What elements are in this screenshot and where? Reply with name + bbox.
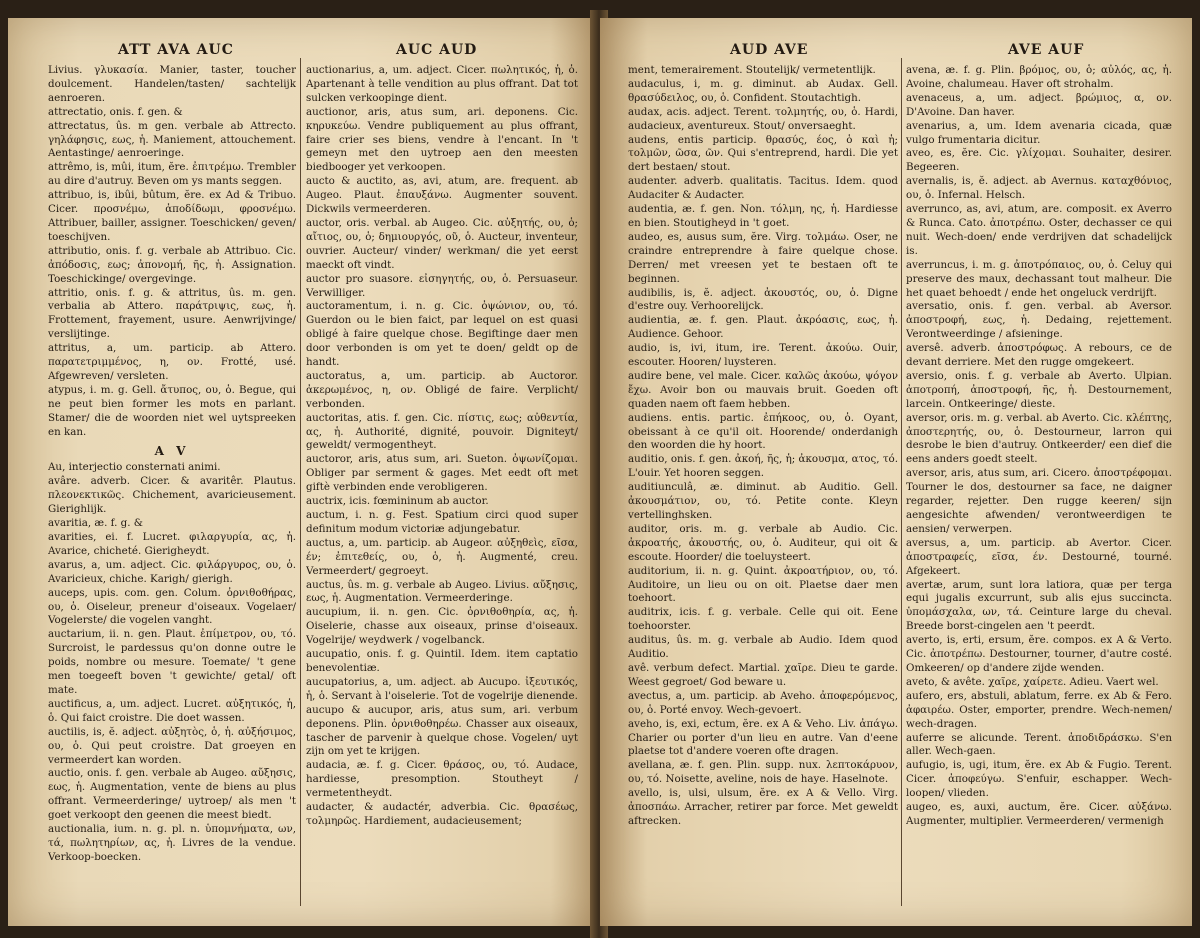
dictionary-entry: auctus, ûs. m. g. verbale ab Augeo. Livius. αὔξησις, εως, ἡ. Augmentation. Vermeerderinge.	[306, 578, 578, 605]
dictionary-entry: aucupium, ii. n. gen. Cic. ὀρνιθοθηρία, ας, ἡ. Oiselerie, chasse aux oiseaux, prinse d'oiseaux. Vogelrije/ weydwerk / vogelbanck.	[306, 606, 578, 647]
dictionary-entry: aucto & auctito, as, avi, atum, are. frequent. ab Augeo. Plaut. ἐπαυξάνω. Augmenter souvent. Dickwils vermeerderen.	[306, 175, 578, 216]
column-rule-left	[300, 58, 301, 906]
header-spacer	[906, 46, 1172, 64]
dictionary-entry: aversê. adverb. ἀποστρόφως. A rebours, ce de devant derriere. Met den rugge omgekeert.	[906, 342, 1172, 369]
dictionary-entry: avellana, æ. f. gen. Plin. supp. nux. λεπτοκάρυον, ου, τό. Noisette, aveline, nois de haye. Haselnote.	[628, 759, 898, 786]
dictionary-entry: aversus, a, um. particip. ab Avertor. Cicer. ἀποστραφείς, εῖσα, έν. Destourné, tourné. Afgekeert.	[906, 536, 1172, 577]
dictionary-entry: avectus, a, um. particip. ab Aveho. ἀποφερόμενος, ου, ὁ. Porté envoy. Wech-gevoert.	[628, 689, 898, 716]
dictionary-entry: avâre. adverb. Cicer. & avaritêr. Plautus. πλεονεκτικῶς. Chichement, avaricieusement. Gierighlijk.	[48, 475, 296, 516]
dictionary-entry: attributio, onis. f. g. verbale ab Attribuo. Cic. ἀπόδοσις, εως; ἀπονομή, ῆς, ἡ. Assignation. Toeschickinge/ overgevinge.	[48, 244, 296, 285]
dictionary-entry: Au, interjectio consternati animi.	[48, 461, 221, 474]
dictionary-entry: avello, is, ulsi, ulsum, ĕre. ex A & Vello. Virg. ἀποσπάω. Arracher, retirer par force. Met geweldt aftrecken.	[628, 787, 898, 827]
dictionary-entry: avena, æ. f. g. Plin. βρόμος, ου, ὁ; αὐλός, ας, ἡ. Avoine, chalumeau. Haver oft strohalm.	[906, 64, 1172, 90]
dictionary-entry: auferre se alicunde. Terent. ἀποδιδράσκω. S'en aller. Wech-gaen.	[906, 731, 1172, 758]
dictionary-entry: audens, entis particip. θρασύς, έος, ὁ καὶ ἡ; τολμῶν, ῶσα, ῶν. Qui s'entreprend, hardi. Die yet dert bestaen/ stout.	[628, 133, 898, 174]
dictionary-entry: audax, acis. adject. Terent. τολμητής, ου, ὁ. Hardi, audacieux, aventureux. Stout/ onversaeght.	[628, 105, 898, 132]
dictionary-entry: audiens. entis. partic. ἐπήκοος, ου, ὁ. Oyant, obeissant à ce qu'il oit. Hoorende/ onderdanigh den woorden die hy hoort.	[628, 411, 898, 452]
running-head-left-col2: AUC AUD	[396, 42, 478, 58]
dictionary-entry: attrêmo, is, mûi, itum, ĕre. ἐπιτρέμω. Trembler au dire d'autruy. Beven om ys mants seggen.	[48, 161, 296, 188]
dictionary-entry: auctor, oris. verbal. ab Augeo. Cic. αὐξητής, ου, ὁ; αἴτιος, ου, ὁ; δημιουργός, οῦ, ὁ. Aucteur, inventeur, ouvrier. Aucteur/ vinder/ werkman/ die yet eerst maeckt oft vindt.	[306, 216, 578, 271]
dictionary-entry: averruncus, i. m. g. ἀποτρόπαιος, ου, ὁ. Celuy qui preserve des maux, dechassant tout malheur. Die het quaet behoedt / ende het ongeluck verdrijft.	[906, 258, 1172, 299]
dictionary-entry: auctificus, a, um. adject. Lucret. αὐξητικός, ἡ, ὁ. Qui faict croistre. Die doet wassen.	[48, 697, 296, 724]
dictionary-entry: auceps, upis. com. gen. Colum. ὀρνιθοθήρας, ου, ὁ. Oiseleur, preneur d'oiseaux. Vogelaer/ Vogelerste/ die vogelen vanght.	[48, 586, 296, 627]
section-heading: A V	[154, 444, 190, 459]
dictionary-entry: audacter, & audactér, adverbia. Cic. θρασέως, τολμηρῶς. Hardiement, audacieusement;	[306, 801, 578, 827]
right-page-column-1	[628, 46, 898, 918]
dictionary-entry: augeo, es, auxi, auctum, ĕre. Cicer. αὐξάνω. Augmenter, multiplier. Vermeerderen/ vermenigh	[906, 801, 1172, 827]
dictionary-entry: auditio, onis. f. gen. ἀκοή, ῆς, ἡ; ἀκουσμα, ατος, τό. L'ouir. Yet hooren seggen.	[628, 453, 898, 480]
dictionary-entry: auctus, a, um. particip. ab Augeor. αὐξηθεὶς, εῖσα, έν; ἐπιτεθείς, ου, ὁ, ἡ. Augmenté, creu. Vermeerdert/ gegroeyt.	[306, 536, 578, 577]
dictionary-entry: aucupo & aucupor, aris, atus sum, ari. verbum deponens. Plin. ὀρνιθοθηρέω. Chasser aux oiseaux, tascher de parvenir à quelque chose. Vogelen/ uyt zijn om yet te krijgen.	[306, 703, 578, 758]
left-page-column-2	[306, 46, 578, 918]
dictionary-entry: aveho, is, exi, ectum, ĕre. ex A & Veho. Liv. ἀπάγω. Charier ou porter d'un lieu en autre. Van d'eene plaetse tot d'andere voeren ofte dragen.	[628, 717, 898, 758]
dictionary-entry: auctionarius, a, um. adject. Cicer. πωλητικός, ἡ, ὁ. Apartenant à telle vendition au plus offrant. Dat tot sulcken verkoopinge dient.	[306, 64, 578, 104]
header-spacer	[306, 46, 578, 64]
dictionary-entry: avertæ, arum, sunt lora latiora, quæ per terga equi jugalis excurrunt, sub alis ejus succincta. ὑπομάσχαλα, ων, τά. Ceinture large du cheval. Breede borst-cingelen aen 't peerdt.	[906, 578, 1172, 633]
dictionary-entry: auctio, onis. f. gen. verbale ab Augeo. αὔξησις, εως, ἡ. Augmentation, vente de biens au plus offrant. Vermeerderinge/ uytroep/ als men 't goet verkoopt den geenen die meest biedt.	[48, 767, 296, 822]
header-spacer	[48, 46, 296, 64]
dictionary-entry: avarus, a, um. adject. Cic. φιλάργυρος, ου, ὁ. Avaricieux, chiche. Karigh/ gierigh.	[48, 558, 296, 585]
dictionary-entry: aversatio, onis. f. gen. verbal. ab Aversor. ἀποστροφή, εως, ἡ. Dedaing, rejettement. Verontweerdinge / afsieninge.	[906, 300, 1172, 341]
dictionary-entry: attribuo, is, ibûi, bûtum, ĕre. ex Ad & Tribuo. Cicer. προσνέμω, ἀποδίδωμι, φροσνέμω. Attribuer, bailler, assigner. Toeschicken/ geven/ toeschijven.	[48, 189, 296, 243]
dictionary-entry: auctilis, is, ĕ. adject. αὐξητὸς, ὁ, ἡ. αὐξήσιμος, ου, ὁ. Qui peut croistre. Dat groeyen en vermeerdert kan worden.	[48, 725, 296, 766]
dictionary-entry: attritus, a, um. particip. ab Attero. παρατετριμμένος, η, ον. Frotté, usé. Afgewreven/ versleten.	[48, 342, 296, 382]
dictionary-entry: audibilis, is, ĕ. adject. ἀκουστός, ου, ὁ. Digne d'estre ouy. Verhoorelijck.	[628, 286, 898, 313]
dictionary-entry: auctum, i. n. g. Fest. Spatium circi quod super definitum modum victoriæ adjungebatur.	[306, 509, 578, 535]
dictionary-entry: audientia, æ. f. gen. Plaut. ἀκρόασις, εως, ἡ. Audience. Gehoor.	[628, 314, 898, 341]
dictionary-entry: avernalis, is, ĕ. adject. ab Avernus. καταχθόνιος, ου, ὁ. Infernal. Helsch.	[906, 175, 1172, 202]
left-page	[8, 18, 598, 926]
dictionary-entry: aufero, ers, abstuli, ablatum, ferre. ex Ab & Fero. ἀφαιρέω. Oster, emporter, prendre. Wech-nemen/ wech-dragen.	[906, 689, 1172, 730]
dictionary-entry: auctrix, icis. fœmininum ab auctor.	[306, 495, 489, 508]
dictionary-entry: atypus, i. m. g. Gell. ἄτυπος, ου, ὁ. Begue, qui ne peut bien former les mots en parlant. Stamer/ die de woorden niet wel uytspreeken en kan.	[48, 383, 296, 438]
right-page-column-2	[906, 46, 1172, 918]
dictionary-entry: Livius. γλυκασία. Manier, taster, toucher doulcement. Handelen/tasten/ sachtelijk aenroeren.	[48, 64, 296, 104]
dictionary-entry: avê. verbum defect. Martial. χαῖρε. Dieu te garde. Weest gegroet/ God beware u.	[628, 661, 898, 688]
dictionary-entry: avarities, ei. f. Lucret. φιλαργυρία, ας, ἡ. Avarice, chicheté. Gierigheydt.	[48, 531, 296, 557]
dictionary-entry: audaculus, i, m. g. diminut. ab Audax. Gell. θρασύδειλος, ου, ὁ. Confident. Stoutachtigh.	[628, 77, 898, 104]
dictionary-entry: audacia, æ. f. g. Cicer. θράσος, ου, τό. Audace, hardiesse, presomption. Stoutheyt / vermetentheydt.	[306, 759, 578, 800]
dictionary-entry: audeo, es, ausus sum, ĕre. Virg. τολμάω. Oser, ne craindre entreprendre à faire quelque chose. Derren/ met vreesen yet te bestaen oft te beginnen.	[628, 230, 898, 285]
dictionary-entry: aveo, es, ĕre. Cic. γλίχομαι. Souhaiter, desirer. Begeeren.	[906, 147, 1172, 174]
dictionary-entry: avenaceus, a, um. adject. βρώμιος, α, ον. D'Avoine. Dan haver.	[906, 91, 1172, 118]
dictionary-entry: avenarius, a, um. Idem avenaria cicada, quæ vulgo frumentaria dicitur.	[906, 119, 1172, 146]
running-head-right-col1: AUD AVE	[730, 42, 809, 58]
dictionary-entry: auditorium, ii. n. g. Quint. ἀκροατήριον, ου, τό. Auditoire, un lieu ou on oit. Plaetse daer men toehoort.	[628, 564, 898, 605]
dictionary-entry: auctoratus, a, um. particip. ab Auctoror. ἀκερωμένος, η, ον. Obligé de faire. Verplicht/ verbonden.	[306, 369, 578, 410]
dictionary-entry: aveto, & avête. χαῖρε, χαίρετε. Adieu. Vaert wel.	[906, 675, 1159, 688]
dictionary-entry: aversio, onis. f. g. verbale ab Averto. Ulpian. ἀποτροπή, ἀποστροφή, ῆς, ἡ. Destournement, larcein. Ontkeeringe/ dieste.	[906, 369, 1172, 410]
running-head-right-col2: AVE AUF	[1008, 42, 1085, 58]
dictionary-entry: auditor, oris. m. g. verbale ab Audio. Cic. ἀκροατής, ἀκουστής, ου, ὁ. Auditeur, qui oit & escoute. Hoorder/ die toeluysteert.	[628, 522, 898, 563]
running-head-left-col1: ATT AVA AUC	[118, 42, 234, 58]
dictionary-entry: aversor, aris, atus sum, ari. Cicero. ἀποστρέφομαι. Tourner le dos, destourner sa face, ne daigner regarder, rejetter. Den rugge keeren/ sijn aengesichte afwenden/ verontweerdigen te aensien/ verwerpen.	[906, 467, 1172, 535]
dictionary-entry: averrunco, as, avi, atum, are. composit. ex Averro & Runca. Cato. ἀποτρέπω. Oster, dechasser ce qui nuit. Wech-doen/ ende verdrijven dat schadelijck is.	[906, 203, 1172, 257]
dictionary-entry: attrectatio, onis. f. gen. &	[48, 105, 183, 118]
dictionary-entry: auctor pro suasore. εἰσηγητής, ου, ὁ. Persuaseur. Verwilliger.	[306, 272, 578, 299]
dictionary-entry: ment, temerairement. Stoutelijk/ vermetentlijk.	[628, 64, 876, 76]
dictionary-entry: auditiunculâ, æ. diminut. ab Auditio. Gell. ἀκουσμάτιον, ου, τό. Petite conte. Kleyn vertellinghsken.	[628, 481, 898, 521]
dictionary-entry: audenter. adverb. qualitatis. Tacitus. Idem. quod Audaciter & Audacter.	[628, 175, 898, 202]
dictionary-entry: aucupatio, onis. f. g. Quintil. Idem. item captatio benevolentiæ.	[306, 648, 578, 674]
left-page-column-1	[48, 46, 296, 918]
dictionary-entry: avaritia, æ. f. g. &	[48, 517, 143, 530]
dictionary-entry: aversor, oris. m. g. verbal. ab Averto. Cic. κλέπτης, ἀποστερητής, ου, ὁ. Destourneur, larron qui desrobe le bien d'autruy. Ontkeerder/ een dief die eens anders goedt steelt.	[906, 411, 1172, 466]
dictionary-entry: auctionalia, ium. n. g. pl. n. ὑπομνήματα, ων, τά, πωλητηρίων, ας, ἡ. Livres de la vendue. Verkoop-boecken.	[48, 823, 296, 863]
header-spacer	[628, 46, 898, 64]
right-page	[600, 18, 1192, 926]
dictionary-entry: auctarium, ii. n. gen. Plaut. ἐπίμετρον, ου, τό. Surcroist, le pardessus qu'on donne outre le poids, nombre ou mesure. Toemate/ 't gene men toegeeft boven 't gewichte/ getal/ oft mate.	[48, 628, 296, 696]
dictionary-entry: auctionor, aris, atus sum, ari. deponens. Cic. κηρυκεύω. Vendre publiquement au plus offrant, faire crier ses biens, vendre à l'encant. In 't gemeyn met den uytroep aen den meesten biedbooger yet verkoopen.	[306, 105, 578, 174]
dictionary-entry: auditus, ûs. m. g. verbale ab Audio. Idem quod Auditio.	[628, 634, 898, 661]
dictionary-entry: averto, is, erti, ersum, ĕre. compos. ex A & Verto. Cic. ἀποτρέπω. Destourner, tourner, d'autre costé. Omkeeren/ op d'andere zijde wenden.	[906, 634, 1172, 674]
dictionary-entry: auctoramentum, i. n. g. Cic. ὀψώνιον, ου, τό. Guerdon ou le bien faict, par lequel on est quasi obligé à faire quelque chose. Begiftinge daer men door verbonden is om yet te doen/ geldt op de handt.	[306, 300, 578, 369]
dictionary-entry: attrectatus, ûs. m gen. verbale ab Attrecto. γηλάφησις, εως, ἡ. Maniement, attouchement. Aentastinge/ aenroeringe.	[48, 119, 296, 160]
dictionary-entry: attritio, onis. f. g. & attritus, ûs. m. gen. verbalia ab Attero. παράτριψις, εως, ἡ. Frottement, frayement, usure. Aenwrijvinge/ verslijtinge.	[48, 286, 296, 341]
dictionary-entry: auditrix, icis. f. g. verbale. Celle qui oit. Eene toehoorster.	[628, 606, 898, 633]
dictionary-entry: auctoritas, atis. f. gen. Cic. πίστις, εως; αὐθεντία, ας, ἡ. Authorité, dignité, pouvoir. Digniteyt/ geweldt/ vermogentheyt.	[306, 411, 578, 452]
dictionary-entry: aufugio, is, ugi, itum, ĕre. ex Ab & Fugio. Terent. Cicer. ἀποφεύγω. S'enfuir, eschapper. Wech-loopen/ vlieden.	[906, 759, 1172, 800]
dictionary-entry: audio, is, ivi, itum, ire. Terent. ἀκούω. Ouir, escouter. Hooren/ luysteren.	[628, 342, 898, 369]
dictionary-entry: audire bene, vel male. Cicer. καλῶς ἀκούω, ψόγον ἔχω. Avoir bon ou mauvais bruit. Goeden oft quaden naem oft faem hebben.	[628, 369, 898, 410]
dictionary-entry: aucupatorius, a, um. adject. ab Aucupo. ἰξευτικός, ἡ, ὁ. Servant à l'oiselerie. Tot de vogelrije dienende.	[306, 675, 578, 702]
dictionary-entry: audentia, æ. f. gen. Non. τόλμη, ης, ἡ. Hardiesse en bien. Stoutigheyd in 't goet.	[628, 203, 898, 229]
column-rule-right	[901, 58, 902, 906]
dictionary-entry: auctoror, aris, atus sum, ari. Sueton. ὀψωνίζομαι. Obliger par serment & gages. Met eedt oft met giftè verbinden ende verobligeren.	[306, 453, 578, 494]
